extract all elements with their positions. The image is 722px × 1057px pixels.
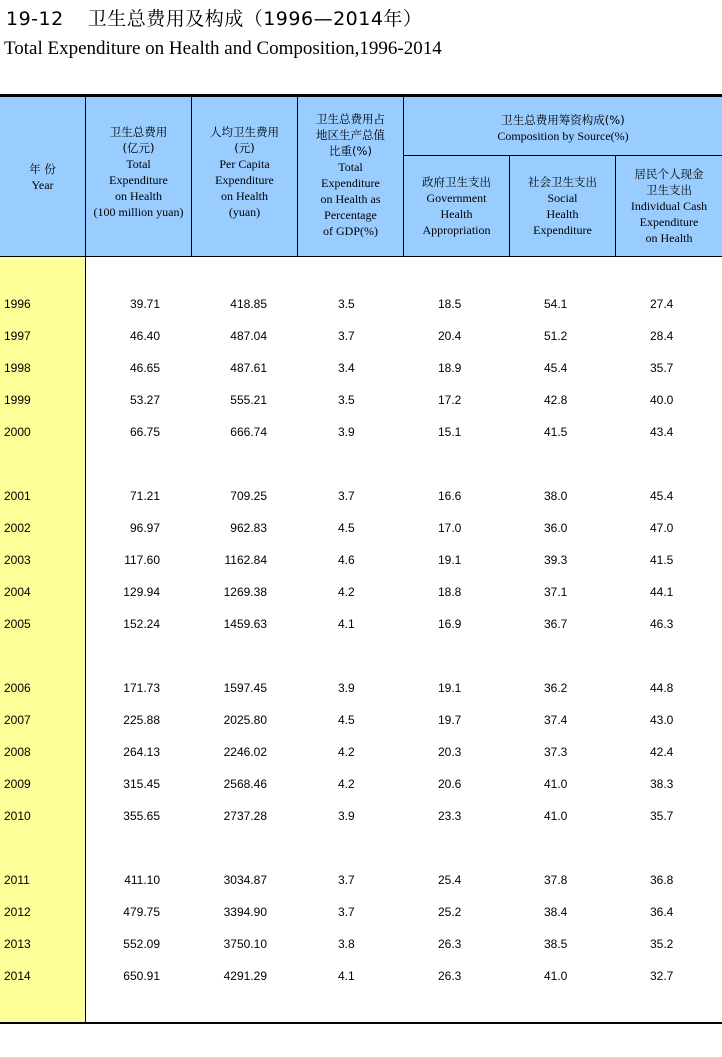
cell-year: 2008 (4, 745, 31, 759)
cell-individual: 35.7 (650, 809, 674, 823)
header-year-cn: 年 份 (29, 161, 56, 176)
cell-per-capita: 1269.38 (223, 585, 267, 599)
cell-gdp-pct: 4.1 (338, 969, 355, 983)
cell-gdp-pct: 3.7 (338, 873, 355, 887)
cell-year: 2011 (4, 873, 30, 887)
table-row (0, 934, 722, 954)
cell-government: 19.7 (438, 713, 462, 727)
header-per-capita-en: on Health (221, 189, 268, 203)
cell-total: 355.65 (123, 809, 160, 823)
cell-individual: 45.4 (650, 489, 674, 503)
header-gdp-pct-cn: 比重(%) (329, 144, 372, 158)
table-row (0, 390, 722, 410)
header-per-capita-unit: (元) (234, 141, 255, 155)
cell-total: 71.21 (129, 489, 160, 503)
cell-government: 20.4 (438, 329, 462, 343)
cell-per-capita: 1162.84 (224, 553, 267, 567)
cell-year: 1997 (4, 329, 31, 343)
cell-year: 2012 (4, 905, 31, 919)
table-number: 19-12 (6, 8, 64, 30)
cell-social: 38.0 (544, 489, 568, 503)
cell-year: 1998 (4, 361, 31, 375)
header-gdp-pct-cn: 卫生总费用占 (316, 112, 385, 126)
header-social-en: Social (547, 191, 578, 205)
cell-social: 36.7 (544, 617, 568, 631)
cell-government: 23.3 (438, 809, 462, 823)
cell-gdp-pct: 4.2 (338, 745, 355, 759)
cell-government: 19.1 (438, 681, 462, 695)
cell-individual: 46.3 (650, 617, 674, 631)
cell-social: 41.0 (544, 809, 568, 823)
header-individual-en: on Health (645, 231, 693, 245)
table-title-cn (6, 4, 422, 31)
cell-government: 18.5 (438, 297, 462, 311)
cell-government: 16.6 (438, 489, 462, 503)
cell-gdp-pct: 3.5 (338, 297, 355, 311)
header-year (0, 97, 85, 256)
header-gdp-pct-en: on Health as (320, 192, 381, 206)
cell-social: 51.2 (544, 329, 568, 343)
cell-government: 18.8 (438, 585, 462, 599)
cell-individual: 44.1 (650, 585, 674, 599)
cell-social: 41.5 (544, 425, 568, 439)
header-individual-cn: 居民个人现金 (634, 167, 704, 181)
table-row (0, 806, 722, 826)
cell-gdp-pct: 4.5 (338, 521, 355, 535)
header-gdp-pct-cn: 地区生产总值 (316, 128, 385, 142)
table-row (0, 550, 722, 570)
header-year-en: Year (31, 177, 54, 192)
header-total (86, 117, 191, 227)
cell-social: 38.5 (544, 937, 568, 951)
cell-per-capita: 487.61 (230, 361, 267, 375)
table-row (0, 870, 722, 890)
cell-social: 45.4 (544, 361, 568, 375)
cell-year: 2003 (4, 553, 31, 567)
cell-per-capita: 418.85 (230, 297, 267, 311)
cell-individual: 35.2 (650, 937, 674, 951)
cell-per-capita: 3750.10 (223, 937, 267, 951)
cell-total: 552.09 (123, 937, 160, 951)
cell-government: 25.2 (438, 905, 462, 919)
cell-individual: 32.7 (650, 969, 674, 983)
cell-total: 225.88 (123, 713, 160, 727)
header-per-capita-en: (yuan) (228, 205, 261, 219)
cell-government: 25.4 (438, 873, 462, 887)
cell-total: 117.60 (124, 553, 160, 567)
cell-year: 2000 (4, 425, 31, 439)
table-row (0, 902, 722, 922)
cell-social: 39.3 (544, 553, 568, 567)
cell-total: 411.10 (124, 873, 160, 887)
cell-gdp-pct: 3.7 (338, 489, 355, 503)
cell-government: 17.0 (438, 521, 462, 535)
cell-social: 37.8 (544, 873, 568, 887)
cell-social: 37.3 (544, 745, 568, 759)
cell-year: 2013 (4, 937, 31, 951)
header-social-en: Health (546, 207, 579, 221)
cell-per-capita: 709.25 (230, 489, 267, 503)
cell-social: 36.2 (544, 681, 568, 695)
cell-year: 2007 (4, 713, 31, 727)
cell-total: 264.13 (123, 745, 160, 759)
cell-total: 152.24 (123, 617, 160, 631)
header-government-en: Government (426, 191, 487, 205)
cell-gdp-pct: 4.6 (338, 553, 355, 567)
cell-government: 20.6 (438, 777, 462, 791)
header-per-capita-en: Per Capita (219, 157, 270, 171)
cell-social: 42.8 (544, 393, 568, 407)
header-social-cn: 社会卫生支出 (528, 175, 597, 189)
header-gdp-pct-en: Expenditure (321, 176, 380, 190)
cell-per-capita: 3034.87 (223, 873, 267, 887)
cell-individual: 36.8 (650, 873, 674, 887)
header-per-capita (192, 117, 297, 227)
cell-social: 41.0 (544, 969, 568, 983)
cell-total: 650.91 (123, 969, 160, 983)
table-title-cn-text: 卫生总费用及构成（1996—2014年） (87, 8, 423, 30)
cell-individual: 40.0 (650, 393, 674, 407)
cell-individual: 27.4 (650, 297, 674, 311)
cell-per-capita: 1459.63 (223, 617, 267, 631)
header-government-en: Appropriation (422, 223, 491, 237)
cell-total: 129.94 (123, 585, 160, 599)
cell-year: 1999 (4, 393, 31, 407)
header-gdp-pct (298, 104, 403, 246)
cell-social: 37.1 (544, 585, 568, 599)
cell-total: 53.27 (129, 393, 160, 407)
header-individual-cn: 卫生支出 (646, 183, 692, 197)
table-row (0, 678, 722, 698)
header-total-unit: (亿元) (122, 141, 155, 155)
cell-social: 36.0 (544, 521, 568, 535)
table-row (0, 710, 722, 730)
header-total-en: on Health (115, 189, 162, 203)
cell-per-capita: 2025.80 (223, 713, 267, 727)
header-social-en: Expenditure (533, 223, 592, 237)
composition-divider (403, 155, 722, 156)
header-total-en: Expenditure (109, 173, 168, 187)
header-gdp-pct-en: Percentage (324, 208, 377, 222)
header-individual (616, 160, 722, 252)
cell-government: 16.9 (438, 617, 462, 631)
table-row (0, 518, 722, 538)
cell-gdp-pct: 3.8 (338, 937, 355, 951)
cell-year: 2002 (4, 521, 31, 535)
cell-per-capita: 962.83 (230, 521, 267, 535)
header-government-cn: 政府卫生支出 (422, 175, 491, 189)
table-row (0, 742, 722, 762)
cell-per-capita: 2737.28 (223, 809, 267, 823)
cell-per-capita: 3394.90 (223, 905, 267, 919)
cell-per-capita: 666.74 (230, 425, 267, 439)
cell-social: 38.4 (544, 905, 568, 919)
table-row (0, 582, 722, 602)
header-government-en: Health (440, 207, 473, 221)
header-social (510, 168, 615, 244)
header-composition-en: Composition by Source(%) (497, 129, 629, 143)
cell-government: 19.1 (438, 553, 462, 567)
table-row (0, 358, 722, 378)
header-bottom-rule (0, 256, 722, 257)
cell-total: 39.71 (129, 297, 160, 311)
cell-government: 18.9 (438, 361, 462, 375)
cell-total: 96.97 (129, 521, 160, 535)
cell-gdp-pct: 4.2 (338, 777, 355, 791)
cell-government: 26.3 (438, 969, 462, 983)
cell-gdp-pct: 3.4 (338, 361, 355, 375)
cell-social: 37.4 (544, 713, 568, 727)
cell-social: 54.1 (544, 297, 568, 311)
bottom-rule (0, 1022, 722, 1024)
cell-individual: 47.0 (650, 521, 674, 535)
table-row (0, 486, 722, 506)
header-composition-cn: 卫生总费用筹资构成(%) (501, 113, 625, 127)
cell-total: 171.73 (123, 681, 160, 695)
header-gdp-pct-en: Total (338, 160, 363, 174)
cell-individual: 43.0 (650, 713, 674, 727)
cell-year: 2004 (4, 585, 31, 599)
cell-per-capita: 2246.02 (223, 745, 267, 759)
cell-individual: 28.4 (650, 329, 674, 343)
cell-government: 15.1 (438, 425, 462, 439)
table-row (0, 326, 722, 346)
header-individual-en: Individual Cash (630, 199, 708, 213)
cell-gdp-pct: 3.7 (338, 905, 355, 919)
table-title-en: Total Expenditure on Health and Composition,1996-2014 (4, 38, 442, 59)
header-per-capita-en: Expenditure (215, 173, 274, 187)
cell-gdp-pct: 4.5 (338, 713, 355, 727)
table-row (0, 422, 722, 442)
cell-individual: 41.5 (650, 553, 674, 567)
table-row (0, 774, 722, 794)
cell-year: 2010 (4, 809, 31, 823)
cell-individual: 38.3 (650, 777, 674, 791)
cell-individual: 36.4 (650, 905, 674, 919)
cell-gdp-pct: 3.9 (338, 809, 355, 823)
cell-per-capita: 487.04 (230, 329, 267, 343)
cell-total: 46.65 (129, 361, 160, 375)
table-row (0, 966, 722, 986)
cell-per-capita: 4291.29 (223, 969, 267, 983)
cell-individual: 43.4 (650, 425, 674, 439)
cell-year: 2009 (4, 777, 31, 791)
cell-year: 2001 (4, 489, 31, 503)
cell-per-capita: 2568.46 (223, 777, 267, 791)
header-total-cn: 卫生总费用 (109, 125, 168, 139)
cell-individual: 44.8 (650, 681, 674, 695)
cell-gdp-pct: 4.2 (338, 585, 355, 599)
header-individual-en: Expenditure (639, 215, 699, 229)
cell-gdp-pct: 4.1 (338, 617, 355, 631)
table-row (0, 614, 722, 634)
cell-gdp-pct: 3.7 (338, 329, 355, 343)
cell-government: 20.3 (438, 745, 462, 759)
cell-social: 41.0 (544, 777, 568, 791)
cell-gdp-pct: 3.9 (338, 425, 355, 439)
cell-total: 479.75 (123, 905, 160, 919)
cell-per-capita: 555.21 (230, 393, 267, 407)
header-total-en: (100 million yuan) (93, 205, 184, 219)
cell-year: 2005 (4, 617, 31, 631)
cell-government: 26.3 (438, 937, 462, 951)
cell-year: 1996 (4, 297, 31, 311)
cell-gdp-pct: 3.9 (338, 681, 355, 695)
header-composition (404, 105, 722, 151)
header-government (404, 168, 509, 244)
cell-gdp-pct: 3.5 (338, 393, 355, 407)
header-gdp-pct-en: of GDP(%) (323, 224, 378, 238)
cell-year: 2006 (4, 681, 31, 695)
cell-per-capita: 1597.45 (223, 681, 267, 695)
header-total-en: Total (126, 157, 151, 171)
cell-total: 315.45 (123, 777, 160, 791)
cell-year: 2014 (4, 969, 31, 983)
cell-individual: 42.4 (650, 745, 674, 759)
cell-government: 17.2 (438, 393, 462, 407)
cell-total: 66.75 (129, 425, 160, 439)
cell-total: 46.40 (129, 329, 160, 343)
table-row (0, 294, 722, 314)
header-per-capita-cn: 人均卫生费用 (210, 125, 279, 139)
cell-individual: 35.7 (650, 361, 674, 375)
